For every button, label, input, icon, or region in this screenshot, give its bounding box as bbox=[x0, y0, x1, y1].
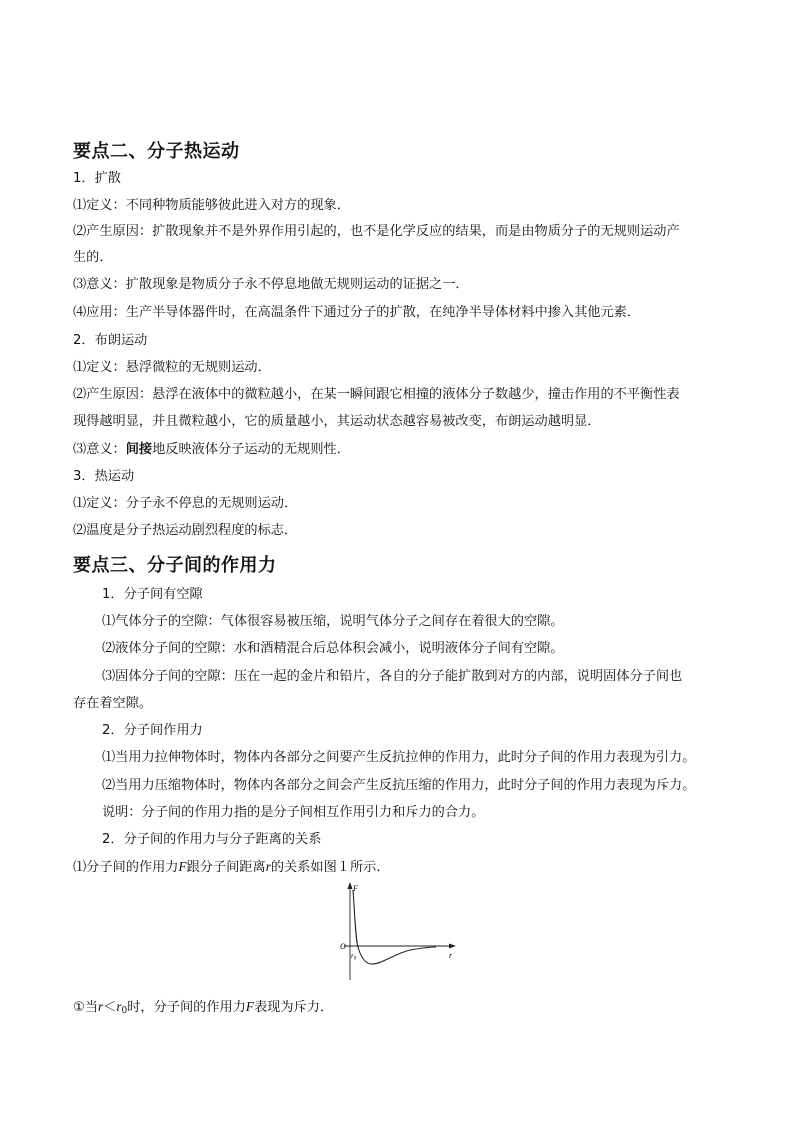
relation-line bbox=[73, 858, 390, 877]
section-title-molecular-thermal-motion: 要点二、分子热运动 bbox=[73, 141, 240, 162]
section-title-intermolecular-force: 要点三、分子间的作用力 bbox=[73, 555, 277, 576]
symbol-F: F bbox=[178, 859, 187, 874]
brownian-heading: 2．布朗运动 bbox=[73, 333, 148, 348]
less-than-sign: ＜ bbox=[103, 1000, 117, 1015]
gap-heading: 1．分子间有空隙 bbox=[102, 587, 203, 602]
brownian-meaning-emphasis: 间接 bbox=[125, 442, 153, 457]
thermal-heading: 3．热运动 bbox=[73, 469, 135, 484]
case-middle: 时，分子间的作用力 bbox=[127, 1000, 246, 1015]
brownian-cause-line2: 现得越明显，并且微粒越小，它的质量越小，其运动状态越容易被改变，布朗运动越明显． bbox=[73, 414, 601, 429]
case-suffix: 表现为斥力． bbox=[253, 1000, 334, 1015]
force-curve bbox=[353, 890, 436, 964]
repulsion-case bbox=[73, 998, 333, 1020]
label-r0-main: r bbox=[351, 951, 354, 960]
gap-gas: ⑴气体分子的空隙：气体很容易被压缩，说明气体分子之间存在着很大的空隙。 bbox=[102, 614, 564, 629]
brownian-meaning-suffix: 地反映液体分子运动的无规则性． bbox=[152, 442, 350, 457]
gap-solid-line2: 存在着空隙。 bbox=[73, 696, 153, 711]
symbol-r: r bbox=[98, 999, 104, 1014]
gap-solid-line1: ⑶固体分子间的空隙：压在一起的金片和铅片，各自的分子能扩散到对方的内部，说明固体分子间也 bbox=[102, 669, 683, 684]
force-note: 说明：分子间的作用力指的是分子间相互作用引力和斥力的合力。 bbox=[102, 805, 485, 820]
force-compress: ⑵当用力压缩物体时，物体内各部分之间会产生反抗压缩的作用力，此时分子间的作用力表现为斥力。 bbox=[102, 778, 696, 793]
brownian-cause-line1: ⑵产生原因：悬浮在液体中的微粒越小，在某一瞬间跟它相撞的液体分子数越少，撞击作用的不平衡性表 bbox=[73, 387, 680, 402]
brownian-meaning-prefix: ⑶意义： bbox=[73, 442, 126, 457]
label-axis-F: F bbox=[353, 884, 358, 893]
relation-heading: 2．分子间的作用力与分子距离的关系 bbox=[102, 832, 322, 847]
diffusion-application: ⑷应用：生产半导体器件时，在高温条件下通过分子的扩散，在纯净半导体材料中掺入其他元素． bbox=[73, 305, 641, 320]
diffusion-cause-line2: 生的． bbox=[73, 250, 113, 265]
label-r0 bbox=[351, 951, 357, 962]
label-axis-r: r bbox=[449, 951, 453, 960]
diffusion-heading: 1．扩散 bbox=[73, 171, 121, 186]
diffusion-meaning: ⑶意义：扩散现象是物质分子永不停息地做无规则运动的证据之一． bbox=[73, 277, 469, 292]
brownian-definition: ⑴定义：悬浮微粒的无规则运动． bbox=[73, 360, 271, 375]
thermal-temperature-indicator: ⑵温度是分子热运动剧烈程度的标志． bbox=[73, 523, 298, 538]
symbol-r0: r bbox=[116, 999, 122, 1014]
f-axis-arrow-icon bbox=[348, 882, 353, 889]
gap-liquid: ⑵液体分子间的空隙：水和酒精混合后总体积会减小，说明液体分子间有空隙。 bbox=[102, 641, 564, 656]
relation-line-middle: 跟分子间距离 bbox=[186, 860, 266, 875]
r-axis-arrow-icon bbox=[449, 944, 456, 949]
case-prefix: ①当 bbox=[73, 1000, 99, 1015]
force-distance-graph bbox=[330, 880, 460, 990]
diffusion-definition: ⑴定义：不同种物质能够彼此进入对方的现象． bbox=[73, 198, 350, 213]
thermal-definition: ⑴定义：分子永不停息的无规则运动． bbox=[73, 496, 298, 511]
brownian-meaning bbox=[73, 441, 350, 459]
relation-line-suffix: 的关系如图１所示． bbox=[270, 860, 390, 875]
force-stretch: ⑴当用力拉伸物体时，物体内各部分之间要产生反抗拉伸的作用力，此时分子间的作用力表现为引力。 bbox=[102, 750, 696, 765]
symbol-F: F bbox=[245, 999, 254, 1014]
symbol-r0-subscript: 0 bbox=[121, 1006, 128, 1016]
symbol-r: r bbox=[265, 859, 271, 874]
relation-line-prefix: ⑴分子间的作用力 bbox=[73, 860, 179, 875]
diffusion-cause-line1: ⑵产生原因：扩散现象并不是外界作用引起的，也不是化学反应的结果，而是由物质分子的无规则运动产 bbox=[73, 224, 680, 239]
label-r0-sub: 0 bbox=[353, 956, 357, 962]
force-heading: 2．分子间作用力 bbox=[102, 723, 203, 738]
label-origin: O bbox=[340, 942, 346, 951]
